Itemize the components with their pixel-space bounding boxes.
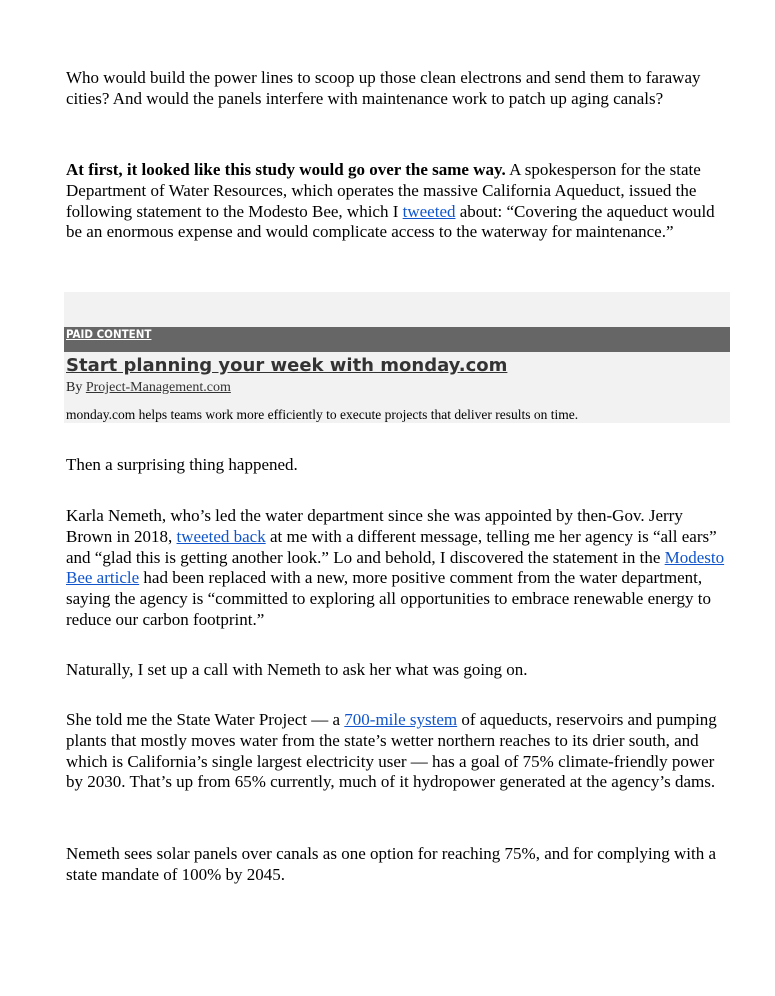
paragraph-text: Karla Nemeth, who’s led the water department since she was appointed by then-Gov. Jerry Brown in 2018, bbox=[66, 506, 683, 546]
paragraph-text: about: “Covering the aqueduct would be an enormous expense and would complicate access to the waterway for maintenance.” bbox=[66, 201, 715, 242]
paragraph-state-water-project bbox=[66, 710, 730, 793]
paragraph-study-statement bbox=[66, 160, 730, 243]
700-mile-system-link[interactable]: 700-mile system bbox=[344, 710, 458, 729]
tweeted-link[interactable]: tweeted bbox=[402, 201, 456, 221]
ad-byline bbox=[66, 380, 231, 396]
paragraph-call: Naturally, I set up a call with Nemeth to ask her what was going on. bbox=[66, 660, 528, 679]
paragraph-text: of aqueducts, reservoirs and pumping plants that mostly moves water from the state’s wetter northern reaches to its drier south, and which is California’s single largest electricity user — has a goal of 75% climate-friendly power by 2030. That’s up from 65% currently, much of it hydropower generated at the agency’s dams. bbox=[66, 710, 717, 792]
paragraph-lead-bold: At first, it looked like this study would go over the same way. bbox=[66, 160, 506, 179]
ad-byline-prefix: By bbox=[66, 380, 86, 395]
paragraph-solar-canals: Nemeth sees solar panels over canals as one option for reaching 75%, and for complying with a state mandate of 100% by 2045. bbox=[66, 844, 717, 884]
paragraph-power-lines: Who would build the power lines to scoop up those clean electrons and send them to faraway cities? And would the panels interfere with maintenance work to patch up aging canals? bbox=[66, 68, 701, 108]
ad-sponsor-link[interactable]: Project-Management.com bbox=[85, 380, 231, 395]
paid-content-label: PAID CONTENT bbox=[66, 327, 152, 341]
paid-content-label-bar bbox=[64, 327, 730, 352]
ad-description: monday.com helps teams work more efficiently to execute projects that deliver results on time. bbox=[66, 407, 579, 422]
paragraph-text: had been replaced with a new, more positive comment from the water department, saying the agency is “committed to exploring all opportunities to embrace renewable energy to reduce our carbon footprint.” bbox=[66, 568, 712, 629]
paragraph-surprise: Then a surprising thing happened. bbox=[66, 455, 298, 474]
paid-content-ad[interactable] bbox=[64, 292, 730, 423]
paragraph-text: A spokesperson for the state Department of Water Resources, which operates the massive California Aqueduct, issued the following statement to the Modesto Bee, which I bbox=[66, 160, 701, 221]
modesto-bee-article-link[interactable]: Modesto Bee article bbox=[66, 547, 725, 588]
ad-title-link[interactable]: Start planning your week with monday.com bbox=[66, 355, 508, 376]
paragraph-nemeth-tweet bbox=[66, 506, 730, 631]
tweeted-back-link[interactable]: tweeted back bbox=[176, 526, 266, 546]
paragraph-text: She told me the State Water Project — a bbox=[66, 710, 345, 729]
paragraph-text: at me with a different message, telling me her agency is “all ears” and “glad this is getting another look.” Lo and behold, I discovered the statement in the bbox=[66, 526, 717, 567]
